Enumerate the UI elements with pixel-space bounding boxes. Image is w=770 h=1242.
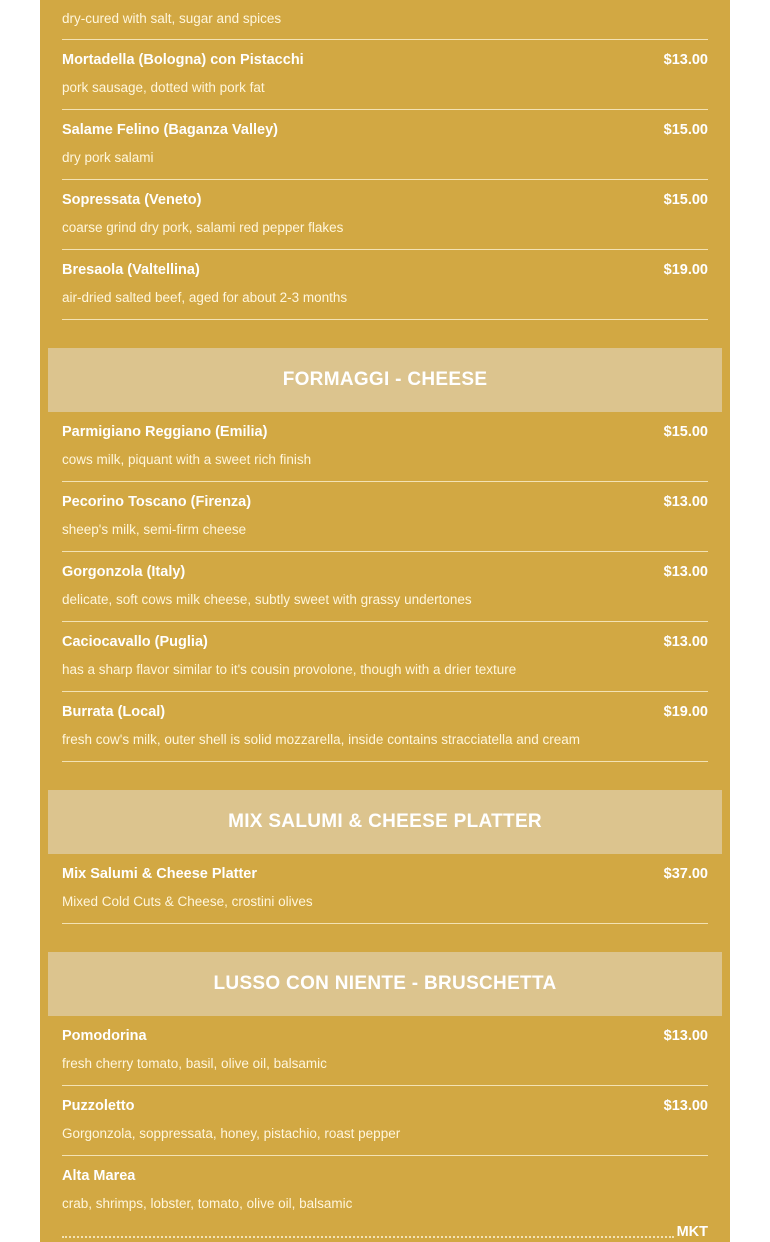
- menu-item: [62, 110, 708, 180]
- section-header-platter: [48, 790, 722, 854]
- section-title: LUSSO CON NIENTE - BRUSCHETTA: [213, 973, 557, 994]
- menu-item: [62, 622, 708, 692]
- item-price: MKT: [676, 1224, 708, 1240]
- item-name: Mix Salumi & Cheese Platter: [62, 866, 258, 882]
- item-name: Puzzoletto: [62, 1098, 135, 1114]
- item-name: Pecorino Toscano (Firenza): [62, 494, 252, 510]
- section-title: FORMAGGI - CHEESE: [282, 369, 488, 390]
- item-price: $13.00: [663, 1028, 708, 1044]
- item-name: Burrata (Local): [62, 704, 166, 720]
- item-price: $15.00: [663, 192, 708, 208]
- item-price: $19.00: [663, 262, 708, 278]
- item-price: $13.00: [663, 634, 708, 650]
- menu-item: [62, 412, 708, 482]
- item-description: coarse grind dry pork, salami red pepper flakes: [62, 220, 344, 235]
- item-name: Bresaola (Valtellina): [62, 262, 200, 278]
- item-name: Gorgonzola (Italy): [62, 564, 186, 580]
- item-description: dry pork salami: [62, 150, 154, 165]
- item-price: $13.00: [663, 494, 708, 510]
- item-name: Alta Marea: [62, 1168, 136, 1184]
- bruschetta-list: [62, 1016, 708, 1226]
- cheese-list: [62, 412, 708, 762]
- item-name: Salame Felino (Baganza Valley): [62, 122, 278, 138]
- item-description: Gorgonzola, soppressata, honey, pistachio, roast pepper: [62, 1126, 401, 1141]
- item-price: $15.00: [663, 122, 708, 138]
- menu-item: [62, 180, 708, 250]
- item-description: pork sausage, dotted with pork fat: [62, 80, 265, 95]
- menu-item: [62, 552, 708, 622]
- menu-item: [62, 250, 708, 320]
- item-price: $15.00: [663, 424, 708, 440]
- item-price: $19.00: [663, 704, 708, 720]
- menu-item: [62, 1016, 708, 1086]
- item-name: Sopressata (Veneto): [62, 192, 202, 208]
- item-name: Pomodorina: [62, 1028, 147, 1044]
- menu-item: [62, 854, 708, 924]
- salumi-list: [62, 40, 708, 320]
- item-description: fresh cow's milk, outer shell is solid mozzarella, inside contains stracciatella and cream: [62, 732, 581, 747]
- menu-item: [62, 40, 708, 110]
- menu-item: [62, 482, 708, 552]
- menu-panel: [40, 0, 730, 1242]
- section-title: MIX SALUMI & CHEESE PLATTER: [228, 811, 542, 832]
- platter-list: [62, 854, 708, 924]
- item-name: Parmigiano Reggiano (Emilia): [62, 424, 268, 440]
- price-leader-row: [62, 1222, 708, 1242]
- item-description: Mixed Cold Cuts & Cheese, crostini olives: [62, 894, 313, 909]
- item-description: has a sharp flavor similar to it's cousin provolone, though with a drier texture: [62, 662, 517, 677]
- item-description: cows milk, piquant with a sweet rich finish: [62, 452, 312, 467]
- item-name: Caciocavallo (Puglia): [62, 634, 208, 650]
- item-price: $37.00: [663, 866, 708, 882]
- item-price: $13.00: [663, 1098, 708, 1114]
- menu-item: [62, 692, 708, 762]
- section-header-bruschetta: [48, 952, 722, 1016]
- section-header-cheese: [48, 348, 722, 412]
- item-description: delicate, soft cows milk cheese, subtly sweet with grassy undertones: [62, 592, 472, 607]
- item-description: dry-cured with salt, sugar and spices: [62, 11, 282, 26]
- item-description: sheep's milk, semi-firm cheese: [62, 522, 247, 537]
- item-price: $13.00: [663, 52, 708, 68]
- item-price: $13.00: [663, 564, 708, 580]
- item-description: air-dried salted beef, aged for about 2-3 months: [62, 290, 348, 305]
- item-description: crab, shrimps, lobster, tomato, olive oil, balsamic: [62, 1196, 353, 1211]
- dotted-leader: [62, 1236, 674, 1238]
- menu-item: [62, 1086, 708, 1156]
- menu-item: [62, 1156, 708, 1226]
- item-description: fresh cherry tomato, basil, olive oil, balsamic: [62, 1056, 327, 1071]
- item-name: Mortadella (Bologna) con Pistacchi: [62, 52, 304, 68]
